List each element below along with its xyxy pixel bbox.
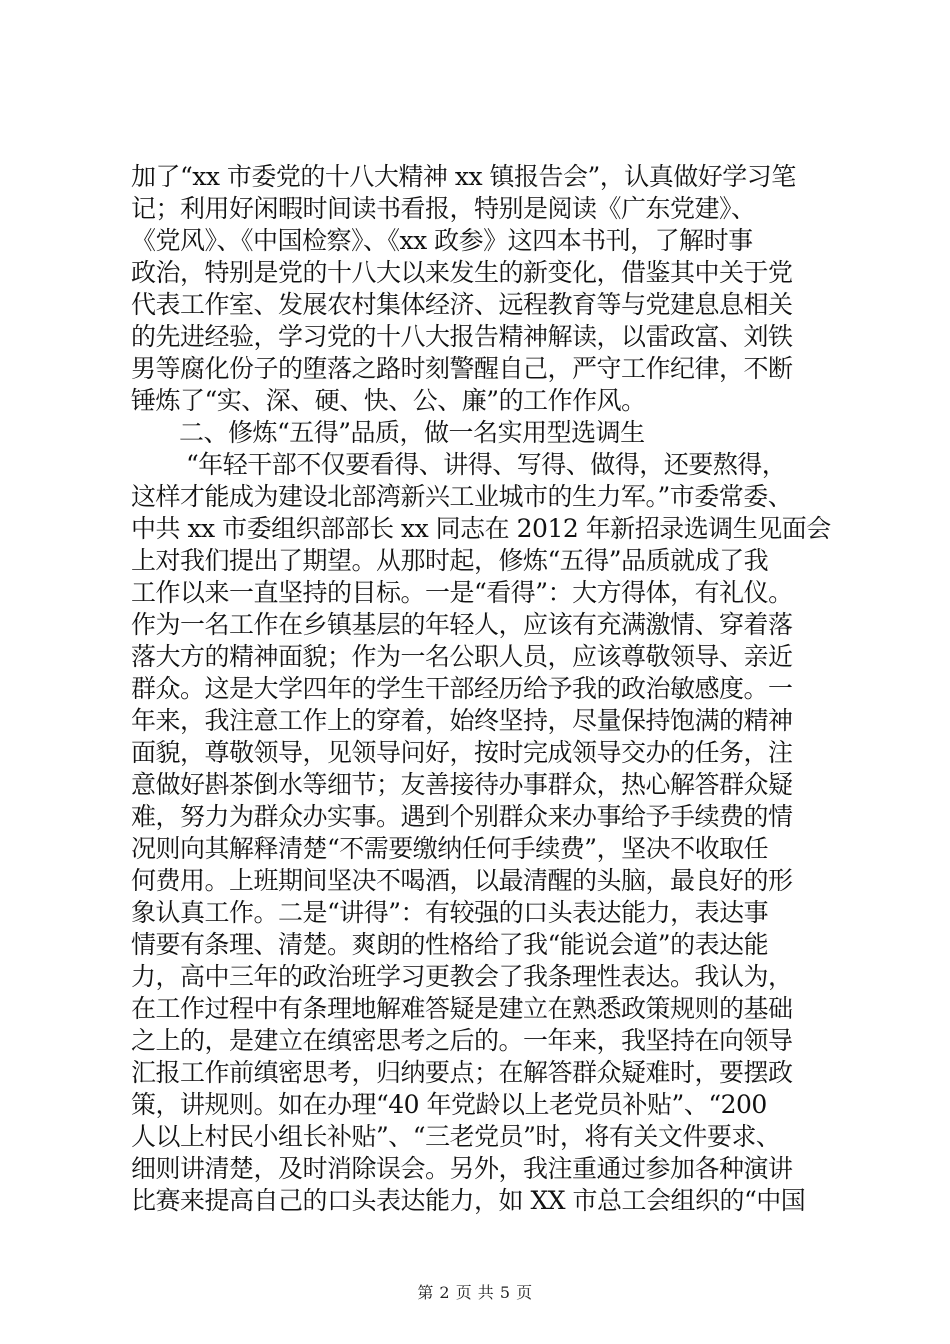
text-line: 年来，我注意工作上的穿着，始终坚持，尽量保持饱满的精神 [131, 706, 793, 735]
text-line: 男等腐化份子的堕落之路时刻警醒自己，严守工作纪律，不断 [131, 354, 793, 383]
text-line: 记；利用好闲暇时间读书看报，特别是阅读《广东党建》、 [131, 194, 756, 223]
text-line: 作为一名工作在乡镇基层的年轻人，应该有充满激情、穿着落 [131, 610, 793, 639]
text-line: 上对我们提出了期望。从那时起，修炼“五得”品质就成了我 [131, 546, 769, 575]
text-line: 比赛来提高自己的口头表达能力，如 XX 市总工会组织的“中国 [131, 1186, 806, 1215]
page-number-footer: 第 2 页 共 5 页 [417, 1283, 533, 1302]
text-line: 何费用。上班期间坚决不喝酒，以最清醒的头脑，最良好的形 [131, 866, 793, 895]
text-line: “年轻干部不仅要看得、讲得、写得、做得，还要熬得， [186, 450, 787, 479]
text-line: 象认真工作。二是“讲得”：有较强的口头表达能力，表达事 [131, 898, 769, 927]
section-heading: 二、修炼“五得”品质，做一名实用型选调生 [179, 418, 645, 447]
text-line: 况则向其解释清楚“不需要缴纳任何手续费”，坚决不收取任 [131, 834, 769, 863]
text-line: 代表工作室、发展农村集体经济、远程教育等与党建息息相关 [131, 290, 793, 319]
text-line: 意做好斟茶倒水等细节；友善接待办事群众，热心解答群众疑 [131, 770, 793, 799]
text-line: 群众。这是大学四年的学生干部经历给予我的政治敏感度。一 [131, 674, 793, 703]
text-line: 情要有条理、清楚。爽朗的性格给了我“能说会道”的表达能 [131, 930, 769, 959]
text-line: 这样才能成为建设北部湾新兴工业城市的生力军。”市委常委、 [131, 482, 793, 511]
text-line: 《党风》、《中国检察》、《xx 政参》这四本书刊，了解时事 [131, 226, 753, 255]
text-line: 人以上村民小组长补贴”、“三老党员”时，将有关文件要求、 [131, 1122, 781, 1151]
text-line: 汇报工作前缜密思考，归纳要点；在解答群众疑难时，要摆政 [131, 1058, 793, 1087]
text-line: 在工作过程中有条理地解难答疑是建立在熟悉政策规则的基础 [131, 994, 793, 1023]
text-line: 细则讲清楚，及时消除误会。另外，我注重通过参加各种演讲 [131, 1154, 793, 1183]
text-line: 的先进经验，学习党的十八大报告精神解读，以雷政富、刘铁 [131, 322, 793, 351]
document-body [131, 161, 831, 1217]
text-line: 工作以来一直坚持的目标。一是“看得”：大方得体，有礼仪。 [131, 578, 793, 607]
text-line: 面貌，尊敬领导，见领导问好，按时完成领导交办的任务，注 [131, 738, 793, 767]
text-line: 中共 xx 市委组织部部长 xx 同志在 2012 年新招录选调生见面会 [131, 514, 831, 543]
text-line: 策，讲规则。如在办理“40 年党龄以上老党员补贴”、“200 [131, 1090, 767, 1119]
text-line: 落大方的精神面貌；作为一名公职人员，应该尊敬领导、亲近 [131, 642, 793, 671]
text-line: 难，努力为群众办实事。遇到个别群众来办事给予手续费的情 [131, 802, 793, 831]
text-line: 锤炼了“实、深、硬、快、公、廉”的工作作风。 [131, 386, 646, 415]
text-line: 政治，特别是党的十八大以来发生的新变化，借鉴其中关于党 [131, 258, 793, 287]
text-line: 之上的，是建立在缜密思考之后的。一年来，我坚持在向领导 [131, 1026, 793, 1055]
text-line: 加了“xx 市委党的十八大精神 xx 镇报告会”，认真做好学习笔 [131, 162, 796, 191]
text-line: 力，高中三年的政治班学习更教会了我条理性表达。我认为， [131, 962, 793, 991]
